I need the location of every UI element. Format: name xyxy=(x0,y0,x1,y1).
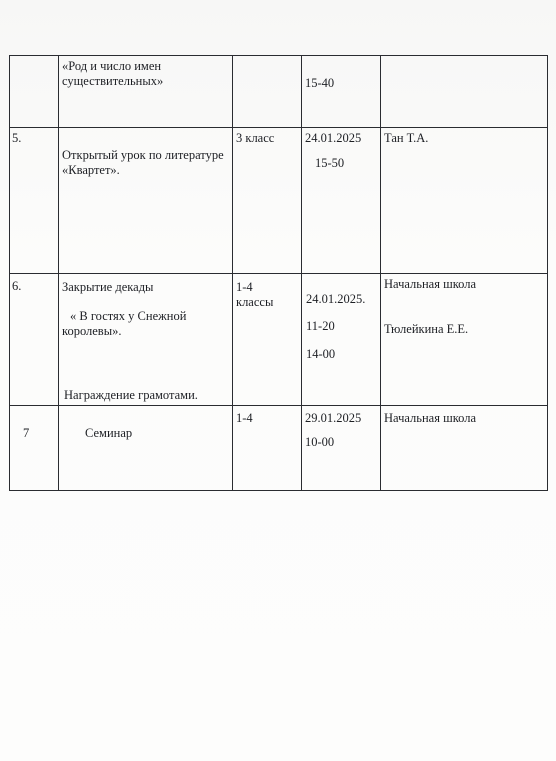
table-row xyxy=(10,56,548,128)
cell-class: 1-4 классы xyxy=(233,274,302,406)
cell-class xyxy=(233,56,302,128)
cell-responsible xyxy=(381,56,548,128)
cell-number: 6. xyxy=(10,274,59,406)
cell-responsible: Начальная школа Тюлейкина Е.Е. xyxy=(381,274,548,406)
table-row xyxy=(10,274,548,406)
cell-number xyxy=(10,56,59,128)
cell-number: 7 xyxy=(10,406,59,491)
cell-date: 24.01.2025 15-50 xyxy=(302,128,381,274)
cell-date: 29.01.2025 10-00 xyxy=(302,406,381,491)
cell-event: Семинар xyxy=(59,406,233,491)
cell-event: Закрытие декады « В гостях у Снежной королевы». Награждение грамотами. xyxy=(59,274,233,406)
table-row xyxy=(10,128,548,274)
cell-date: 15-40 xyxy=(302,56,381,128)
cell-responsible: Начальная школа xyxy=(381,406,548,491)
cell-date: 24.01.2025. 11-20 14-00 xyxy=(302,274,381,406)
cell-class: 3 класс xyxy=(233,128,302,274)
cell-event: Открытый урок по литературе «Квартет». xyxy=(59,128,233,274)
cell-number: 5. xyxy=(10,128,59,274)
cell-event: «Род и число имен существительных» xyxy=(59,56,233,128)
schedule-table xyxy=(9,55,548,491)
cell-class: 1-4 xyxy=(233,406,302,491)
table-row xyxy=(10,406,548,491)
cell-responsible: Тан Т.А. xyxy=(381,128,548,274)
